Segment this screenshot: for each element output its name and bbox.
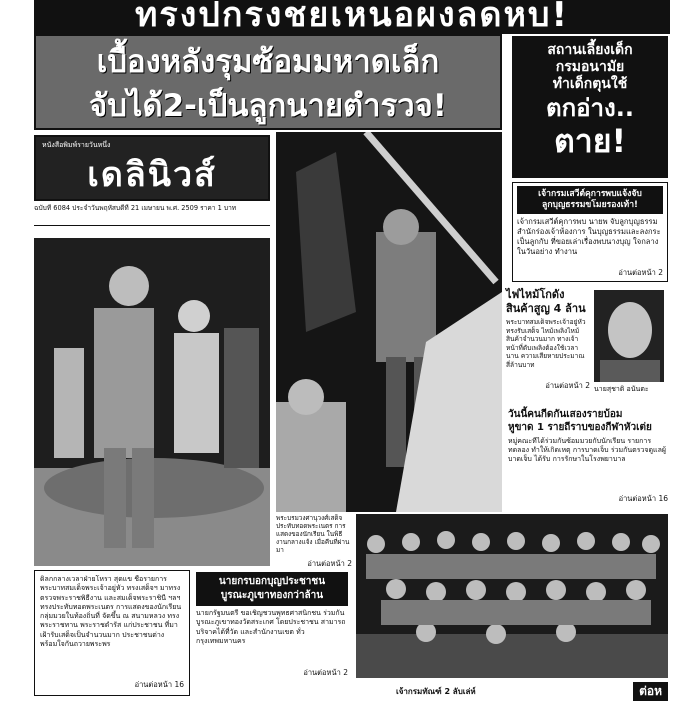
bottom-strip-continued: ต่อห (633, 682, 668, 701)
dogs-story-headline: วันนี้คนกีดกันเสองรายบ้อม หูขาด 1 รายถีราบของกีฬาหัวเต่ย (508, 409, 652, 433)
training-caption-body: พระบรมวงศานุวงศ์เสด็จประทับทอดพระเนตร การแสดงของนักเรียน ในพิธีงานกลางแจ้ง เมื่อคืนที่ผ่านมา (276, 514, 350, 554)
main-headline-line1: เบื้องหลังรุมซ้อมมหาดเล็ก (96, 44, 440, 80)
religion-story-body: เจ้ากรมเสวีต์คุการพบ นายพ จับลูกบุญธรรม สำนักร่องเจ้าห้องการ ในบุญธรรมและลงกระ เป็นลูกกับ ที่ขอยเล่าเรื่องพบนางบุญ ใจกลางในวันอย่าง ทำงาน (517, 217, 661, 256)
photo-students-image (356, 514, 668, 678)
merit-story-body: นายกรัฐมนตรี ขอเชิญชวนพุทธศาสนิกชน ร่วมกันบูรณะภูเขาทองวัดสระเกศ โดยประชาชน สามารถบริจาคได้ที่วัด และสำนักงานเขต ทั่วกรุงเทพมหานคร (196, 609, 346, 645)
fire-story (506, 288, 590, 400)
sidebar-headline-line1: สถานเลี้ยงเด็ก (547, 42, 633, 58)
merit-story-headline: นายกรบอกบุญประชาชน บูรณะภูเขาทองกว่าล้าน (196, 572, 348, 606)
bottom-strip (356, 682, 668, 700)
merit-story-jump: อ่านต่อหน้า 2 (303, 668, 348, 677)
king-story (34, 570, 190, 696)
portrait-photo-image (594, 290, 664, 382)
masthead (34, 135, 270, 201)
dogs-story-jump: อ่านต่อหน้า 16 (618, 494, 668, 503)
dogs-story (508, 408, 668, 514)
sidebar-headline-line5: ตาย! (553, 122, 627, 160)
photo-royal-visit (34, 238, 270, 566)
masthead-label: หนังสือพิมพ์รายวันหนึ่ง (42, 141, 111, 149)
training-caption (276, 514, 352, 568)
photo-students (356, 514, 668, 678)
portrait-photo (594, 290, 664, 382)
sidebar-headline-line3: ทำเด็กตุนใช้ (552, 76, 628, 92)
fire-story-body: พระบาทสมเด็จพระเจ้าอยู่หัวทรงรับเสด็จ ไหม้เพลิงไหม้สินค้าจำนวนมาก ทางเจ้าหน้าที่ดับเพลิงต้องใช้เวลานาน ความเสียหายประมาณ สี่ล้านบาท (506, 318, 586, 369)
sidebar-headline-line2: กรมอนามัย (555, 59, 625, 75)
king-story-body: ดิลกกลางเวลาฝ่ายโหรา สุดแข ชื่อรายการ พระบาทสมเด็จพระเจ้าอยู่หัว ทรงเสด็จฯ มาทรงตรวจพระราชพิธีงาน และสมเด็จพระราชินี ฯลฯ ทรงประทับทอดพระเนตร การแสดงของนักเรียน กลุ่มมวยในท้องถิ่นที่ จัดขึ้น ณ สนามหลวง ทรงพระราชทาน พระราชดำรัส แก่ประชาชน ที่มาเฝ้ารับเสด็จเป็นจำนวนมาก ประชาชนต่างพร้อมใจกันถวายพระพร (40, 575, 182, 649)
sidebar-headline-line4: ตกอ่าง.. (546, 94, 634, 122)
religion-story-headline: เจ้ากรมเสวีต์คุการพบแจ้งจับ ลูกบุญธรรมขโมยรองเท้า! (517, 186, 663, 214)
fire-story-jump: อ่านต่อหน้า 2 (545, 381, 590, 390)
photo-training-image (276, 132, 502, 512)
dogs-story-body: หมู่คณะที่ได้ร่วมกันซ้อมมวยกับนักเรียน รายการทดลอง ทำให้เกิดเหตุ การบาดเจ็บ ร่วมกันตรวจดูแลผู้บาดเจ็บ ได้รับ การรักษาในโรงพยาบาล (508, 437, 666, 463)
religion-story-jump: อ่านต่อหน้า 2 (618, 268, 663, 277)
religion-story (512, 182, 668, 282)
top-headline: ทรงปกรงชยเหนอผงลดหบ! (34, 0, 670, 34)
masthead-title: เดลินิวส์ (87, 155, 217, 195)
main-headline-box (34, 34, 502, 130)
photo-training (276, 132, 502, 512)
bottom-strip-teaser: เจ้ากรมทัณฑ์ 2 ลับเล่ห์ (396, 686, 476, 696)
sidebar-headline-box (512, 36, 668, 178)
main-headline-line2: จับได้2-เป็นลูกนายตำรวจ! (89, 88, 447, 124)
masthead-issue-line: ฉบับที่ 6084 ประจำวันพฤหัสบดีที่ 21 เมษายน พ.ศ. 2509 ราคา 1 บาท (34, 204, 270, 226)
fire-story-headline: ไฟไหม้โกดัง สินค้าสูญ 4 ล้าน (506, 288, 586, 315)
training-caption-jump: อ่านต่อหน้า 2 (307, 559, 352, 568)
photo-royal-visit-image (34, 238, 270, 566)
portrait-caption: นายสุชาติ อนันตะ (594, 385, 649, 393)
merit-story (196, 572, 348, 696)
king-story-jump: อ่านต่อหน้า 16 (134, 680, 184, 689)
